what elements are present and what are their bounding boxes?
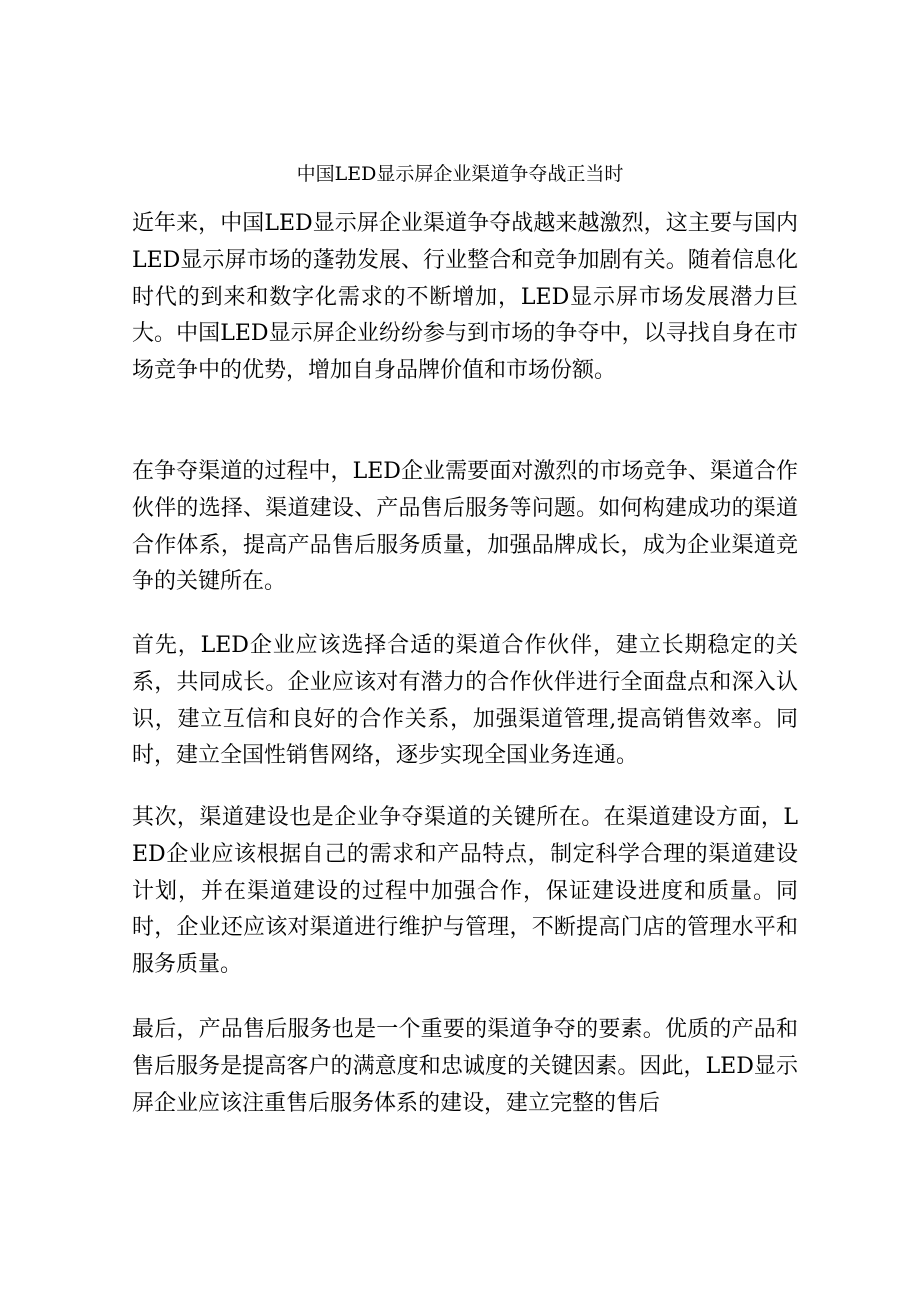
paragraph-challenges: 在争夺渠道的过程中，LED企业需要面对激烈的市场竞争、渠道合作伙伴的选择、渠道建设、产品售后服务等问题。如何构建成功的渠道合作体系，提高产品售后服务质量，加强品牌成长，成为企业渠道竞争的关键所在。 [132,459,798,595]
paragraph-after-sales: 最后，产品售后服务也是一个重要的渠道争夺的要素。优质的产品和售后服务是提高客户的满意度和忠诚度的关键因素。因此，LED显示屏企业应该注重售后服务体系的建设，建立完整的售后 [132,1017,798,1116]
paragraph-intro: 近年来，中国LED显示屏企业渠道争夺战越来越激烈，这主要与国内LED显示屏市场的蓬勃发展、行业整合和竞争加剧有关。随着信息化时代的到来和数字化需求的不断增加，LED显示屏市场发展潜力巨大。中国LED显示屏企业纷纷参与到市场的争夺中，以寻找自身在市场竞争中的优势，增加自身品牌价值和市场份额。 [132,211,798,384]
paragraph-partners: 首先，LED企业应该选择合适的渠道合作伙伴，建立长期稳定的关系，共同成长。企业应该对有潜力的合作伙伴进行全面盘点和深入认识，建立互信和良好的合作关系，加强渠道管理,提高销售效率。同时，建立全国性销售网络，逐步实现全国业务连通。 [132,633,798,769]
paragraph-channel-building: 其次，渠道建设也是企业争夺渠道的关键所在。在渠道建设方面，LED企业应该根据自己的需求和产品特点，制定科学合理的渠道建设计划，并在渠道建设的过程中加强合作，保证建设进度和质量。同时，企业还应该对渠道进行维护与管理，不断提高门店的管理水平和服务质量。 [132,805,798,978]
document-title: 中国LED显示屏企业渠道争夺战正当时 [296,163,624,185]
